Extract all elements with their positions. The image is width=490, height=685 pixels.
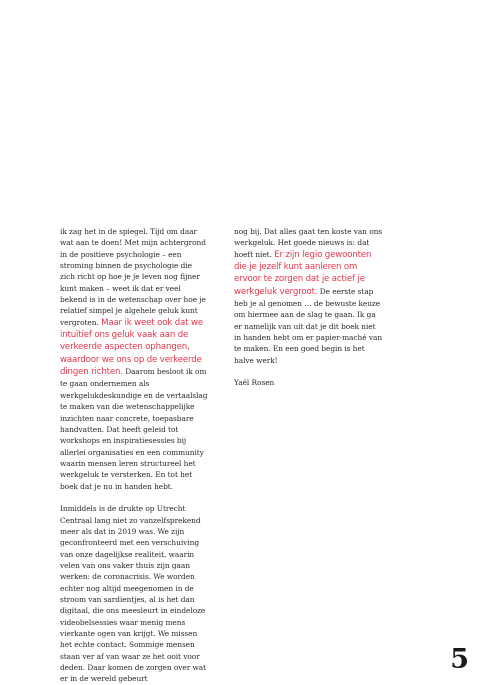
body-text: Daarom besloot ik om te gaan ondernemen als werkgelukdeskundige en de vertaalslag te maken van die wetenschappelijke inzichten naar concrete, toepasbare handvatten. Dat heeft geleid tot workshops en inspiratiesessies bij allerlei organisaties en een community waarin mensen leren structureel het werkgeluk te versterken. En tot het boek dat je nu in handen hebt. — [60, 367, 208, 491]
body-paragraph-1 — [60, 226, 208, 492]
right-column — [234, 226, 384, 389]
page-number: 5 — [450, 644, 469, 675]
left-column — [60, 226, 208, 685]
body-paragraph-2: Inmiddels is de drukte op Utrecht Centraal lang niet zo vanzelfsprekend meer als dat in 2019 was. We zijn geconfronteerd met een verschuiving van onze dagelijkse realiteit, waarin velen van ons vaker thuis zijn gaan werken: de coronacrisis. We worden echter nog altijd meegenomen in de stroom van sardientjes, al is het dan digitaal, die ons meesleurt in eindeloze videobelsessies waar menig mens vierkante ogen van krijgt. We missen het echte contact. Sommige mensen staan ver af van waar ze het ooit voor deden. Daar komen de zorgen over wat er in de wereld gebeurt — [60, 504, 207, 684]
highlight-quote: Er zijn legio gewoonten die je jezelf kunt aanleren om ervoor te zorgen dat je actief je werkgeluk vergroot. — [234, 249, 372, 297]
body-text: nog bij. Dat alles gaat ten koste van ons werkgeluk. Het goede nieuws is: dat hoeft niet. — [234, 227, 383, 259]
body-text: De eerste stap heb je al genomen … de bewuste keuze om hiermee aan de slag te gaan. Ik ga er namelijk van uit dat je dit boek niet in handen hebt om er papier-maché van te maken. En een goed begin is het halve werk! — [234, 286, 383, 365]
highlight-quote: Maar ik weet ook dat we intuïtief ons geluk vaak aan de verkeerde aspecten ophangen, waardoor we ons op de verkeerde dingen richten. — [60, 317, 203, 378]
author-signature: Yaël Rosen — [234, 378, 275, 388]
body-text: ik zag het in de spiegel. Tijd om daar wat aan te doen! Met mijn achtergrond in de positieve psychologie – een stroming binnen de psychologie die zich richt op hoe je je leven nog fijner kunt maken – weet ik dat er veel bekend is in de wetenschap over hoe je relatief simpel je algehele geluk kunt vergroten. — [60, 227, 206, 327]
paragraph-spacer — [60, 492, 208, 503]
body-paragraph-3 — [234, 226, 384, 366]
